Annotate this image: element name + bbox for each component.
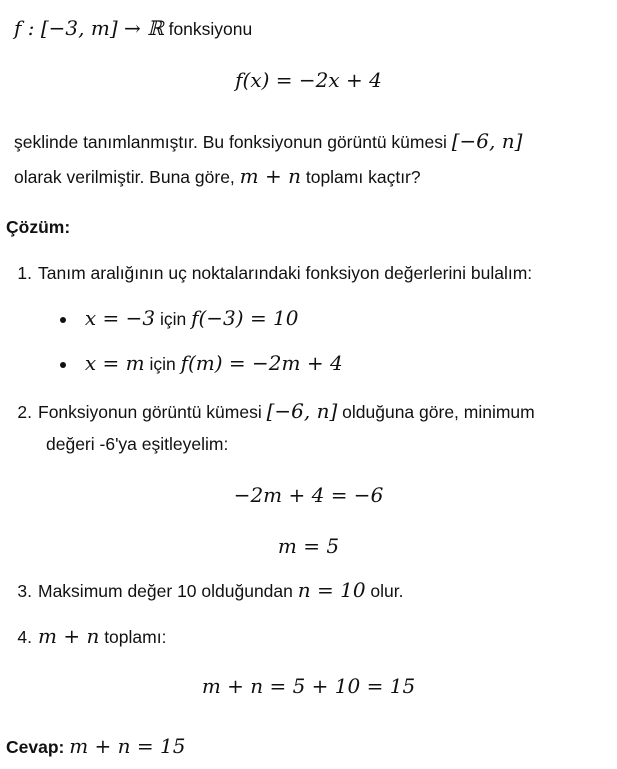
step-4-equation (0, 674, 617, 698)
bullet-icon (60, 362, 66, 368)
bullet-1-math-a: x = −3 (84, 306, 156, 330)
bullet-2-math-b: f(m) = −2m + 4 (180, 351, 343, 375)
step-2-number: 2. (17, 402, 32, 422)
step-3-number: 3. (17, 581, 32, 601)
step-2-math: [−6, n] (266, 399, 338, 423)
function-equation (0, 68, 617, 92)
equation-2-text: m = 5 (277, 534, 340, 558)
step-4-text: toplamı: (99, 627, 167, 647)
step-4 (6, 624, 166, 648)
intro-line-3 (14, 164, 421, 188)
intro-text-3a: olarak verilmiştir. Buna göre, (14, 167, 240, 187)
intro-text-1: fonksiyonu (163, 19, 253, 39)
step-2-line-2: değeri -6'ya eşitleyelim: (46, 434, 229, 454)
step-1-number: 1. (17, 263, 32, 283)
equation-text: f(x) = −2x + 4 (235, 68, 382, 92)
step-3 (6, 578, 404, 602)
step-2 (6, 399, 535, 423)
bullet-2-text: için (144, 354, 181, 374)
bullet-2-math-a: x = m (84, 351, 145, 375)
range-math: [−6, n] (451, 129, 523, 153)
step-3-math: n = 10 (297, 578, 366, 602)
answer (6, 734, 185, 758)
step-3-text-b: olur. (365, 581, 404, 601)
answer-label: Cevap: (6, 737, 65, 757)
step-4-math: m + n (38, 624, 100, 648)
step-1-bullet-1 (60, 306, 299, 330)
step-2-equation-2 (0, 534, 617, 558)
step-2-equation-1 (0, 483, 617, 507)
intro-text-2: şeklinde tanımlanmıştır. Bu fonksiyonun görüntü kümesi (14, 132, 452, 152)
domain-math: f : [−3, m] → ℝ (14, 16, 164, 40)
bullet-icon (60, 317, 66, 323)
bullet-1-math-b: f(−3) = 10 (191, 306, 299, 330)
bullet-1-text: için (155, 309, 192, 329)
step-2-text-b: olduğuna göre, minimum (337, 402, 535, 422)
step-1-text: Tanım aralığının uç noktalarındaki fonksiyon değerlerini bulalım: (38, 263, 533, 283)
equation-1-text: −2m + 4 = −6 (233, 483, 384, 507)
intro-text-3b: toplamı kaçtır? (300, 167, 421, 187)
sum-math: m + n (239, 164, 301, 188)
step-1-bullet-2 (60, 351, 343, 375)
intro-line-1 (14, 16, 252, 40)
step-3-text-a: Maksimum değer 10 olduğundan (38, 581, 298, 601)
step-1 (6, 263, 532, 284)
intro-line-2 (14, 129, 522, 153)
step-2-text-a: Fonksiyonun görüntü kümesi (38, 402, 267, 422)
answer-math: m + n = 15 (69, 734, 186, 758)
step-4-equation-text: m + n = 5 + 10 = 15 (201, 674, 416, 698)
step-4-number: 4. (17, 627, 32, 647)
solution-heading: Çözüm: (6, 217, 71, 237)
